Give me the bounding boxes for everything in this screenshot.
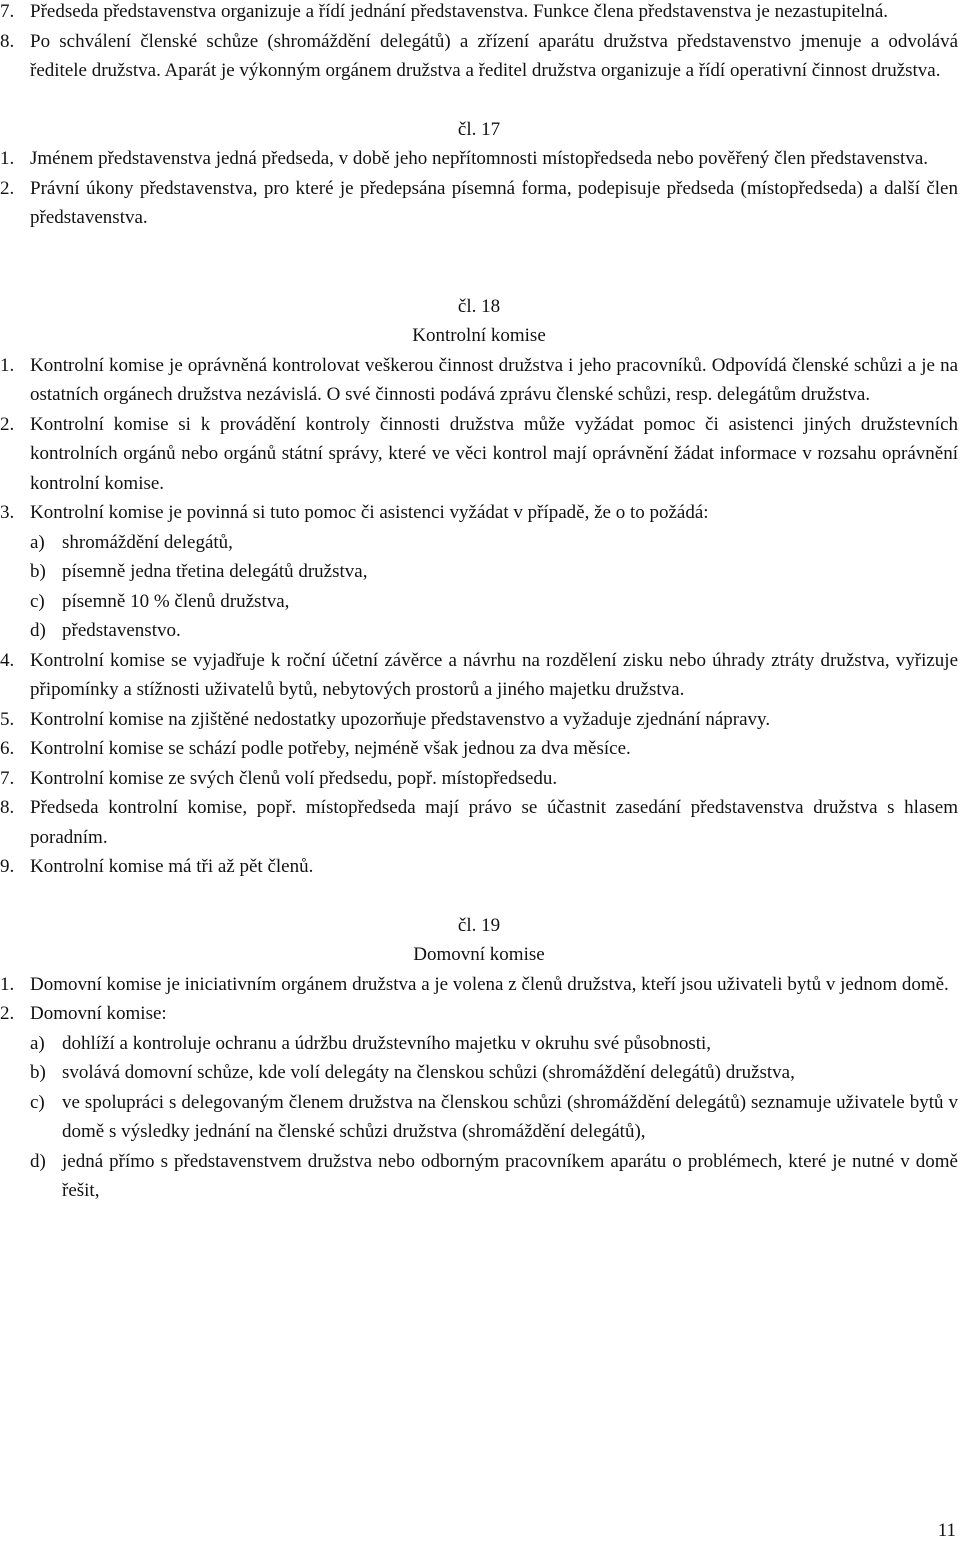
list-item <box>0 852 958 882</box>
item-number: 4. <box>0 649 15 671</box>
list-item <box>0 27 958 86</box>
list-item <box>0 764 958 794</box>
sub-item-text: ve spolupráci s delegovaným členem družstva na členskou schůzi (shromáždění delegátů) seznamuje uživatele bytů v domě s výsledky jednání na členské schůzi družstva (shromáždění delegátů), <box>62 1091 958 1142</box>
sub-item-text: svolává domovní schůze, kde volí delegáty na členskou schůzi (shromáždění delegátů) družstva, <box>62 1062 795 1083</box>
item-text: Předseda představenstva organizuje a řídí jednání představenstva. Funkce člena představenstva je nezastupitelná. <box>30 1 889 22</box>
item-number: 1. <box>0 148 15 169</box>
sub-item <box>0 557 958 587</box>
item-text: Kontrolní komise se schází podle potřeby, nejméně však jednou za dva měsíce. <box>30 738 631 759</box>
list-item <box>0 646 958 705</box>
sub-item <box>0 587 958 617</box>
article-18-title: Kontrolní komise <box>412 325 546 346</box>
article-17-heading: čl. 17 <box>457 118 501 140</box>
article-19-title: Domovní komise <box>413 944 545 965</box>
sub-item-letter: d) <box>30 620 46 641</box>
sub-item <box>0 1147 958 1206</box>
item-number: 2. <box>0 177 15 199</box>
list-item <box>0 999 958 1029</box>
spacer <box>0 233 958 292</box>
item-text: Kontrolní komise je oprávněná kontrolovat veškerou činnost družstva i jeho pracovníků. Odpovídá členské schůzi a je na ostatních orgánech družstva nezávislá. O své činnosti podává zprávu členské schůzi, resp. delegátům družstva. <box>30 354 958 405</box>
spacer <box>0 86 958 115</box>
list-item <box>0 498 958 528</box>
item-text: Předseda kontrolní komise, popř. místopředseda mají právo se účastnit zasedání představenstva družstva s hlasem poradním. <box>30 797 958 848</box>
sub-item-text: písemně 10 % členů družstva, <box>62 590 290 612</box>
list-item <box>0 734 958 764</box>
sub-item-letter: a) <box>30 1032 45 1054</box>
item-text: Právní úkony představenstva, pro které je předepsána písemná forma, podepisuje předseda (místopředseda) a další člen představenstva. <box>30 177 958 228</box>
item-text: Po schválení členské schůze (shromáždění delegátů) a zřízení aparátu družstva představenstvo jmenuje a odvolává ředitele družstva. Aparát je výkonným orgánem družstva a ředitel družstva organizuje a řídí operativní činnost družstva. <box>30 30 958 81</box>
sub-item <box>0 1088 958 1147</box>
sub-item-letter: d) <box>30 1150 46 1172</box>
sub-item-text: jedná přímo s představenstvem družstva nebo odborným pracovníkem aparátu o problémech, které je nutné v domě řešit, <box>62 1150 958 1201</box>
sub-item <box>0 528 958 558</box>
item-number: 5. <box>0 708 15 730</box>
item-text: Domovní komise je iniciativním orgánem družstva a je volena z členů družstva, kteří jsou uživateli bytů v jednom domě. <box>30 973 949 995</box>
sub-item <box>0 616 958 646</box>
item-text: Kontrolní komise má tři až pět členů. <box>30 856 314 877</box>
item-number: 9. <box>0 856 15 877</box>
item-number: 6. <box>0 738 15 759</box>
sub-item-text: představenstvo. <box>62 620 181 641</box>
item-text: Kontrolní komise si k provádění kontroly činnosti družstva může vyžádat pomoc či asistenci jiných družstevních kontrolních orgánů nebo orgánů státní správy, které ve věci kontrol mají oprávnění žádat informace v rozsahu oprávnění kontrolní komise. <box>30 413 958 494</box>
sub-item-letter: b) <box>30 561 46 582</box>
list-item <box>0 793 958 852</box>
sub-item-text: shromáždění delegátů, <box>62 531 233 553</box>
sub-item-letter: b) <box>30 1062 46 1083</box>
item-number: 7. <box>0 767 15 789</box>
sub-item-letter: c) <box>30 590 45 612</box>
item-text: Kontrolní komise je povinná si tuto pomoc či asistenci vyžádat v případě, že o to požádá: <box>30 502 709 523</box>
item-number: 2. <box>0 1003 15 1024</box>
list-item <box>0 970 958 1000</box>
sub-item-text: písemně jedna třetina delegátů družstva, <box>62 561 368 582</box>
spacer <box>0 882 958 911</box>
article-19-heading: čl. 19 <box>457 914 501 936</box>
item-number: 3. <box>0 502 15 523</box>
sub-item <box>0 1029 958 1059</box>
item-text: Kontrolní komise se vyjadřuje k roční účetní závěrce a návrhu na rozdělení zisku nebo úhrady ztráty družstva, vyřizuje připomínky a stížnosti uživatelů bytů, nebytových prostorů a jiného majetku družstva. <box>30 649 958 700</box>
list-item <box>0 0 958 27</box>
item-number: 7. <box>0 1 15 22</box>
article-18-heading: čl. 18 <box>457 295 501 317</box>
sub-item-letter: a) <box>30 531 45 553</box>
list-item <box>0 174 958 233</box>
item-text: Kontrolní komise na zjištěné nedostatky upozorňuje představenstvo a vyžaduje zjednání nápravy. <box>30 708 771 730</box>
sub-item-letter: c) <box>30 1091 45 1113</box>
item-text: Jménem představenstva jedná předseda, v době jeho nepřítomnosti místopředseda nebo pověřený člen představenstva. <box>30 148 929 169</box>
page-number: 11 <box>937 1520 956 1541</box>
list-item <box>0 351 958 410</box>
item-number: 8. <box>0 30 15 52</box>
sub-item <box>0 1058 958 1088</box>
item-number: 2. <box>0 413 15 435</box>
sub-item-text: dohlíží a kontroluje ochranu a údržbu družstevního majetku v okruhu své působnosti, <box>62 1032 712 1054</box>
item-text: Domovní komise: <box>30 1003 167 1024</box>
item-text: Kontrolní komise ze svých členů volí předsedu, popř. místopředsedu. <box>30 767 558 789</box>
list-item <box>0 410 958 499</box>
item-number: 1. <box>0 973 15 995</box>
item-number: 1. <box>0 354 15 376</box>
list-item <box>0 144 958 174</box>
list-item <box>0 705 958 735</box>
item-number: 8. <box>0 797 15 818</box>
